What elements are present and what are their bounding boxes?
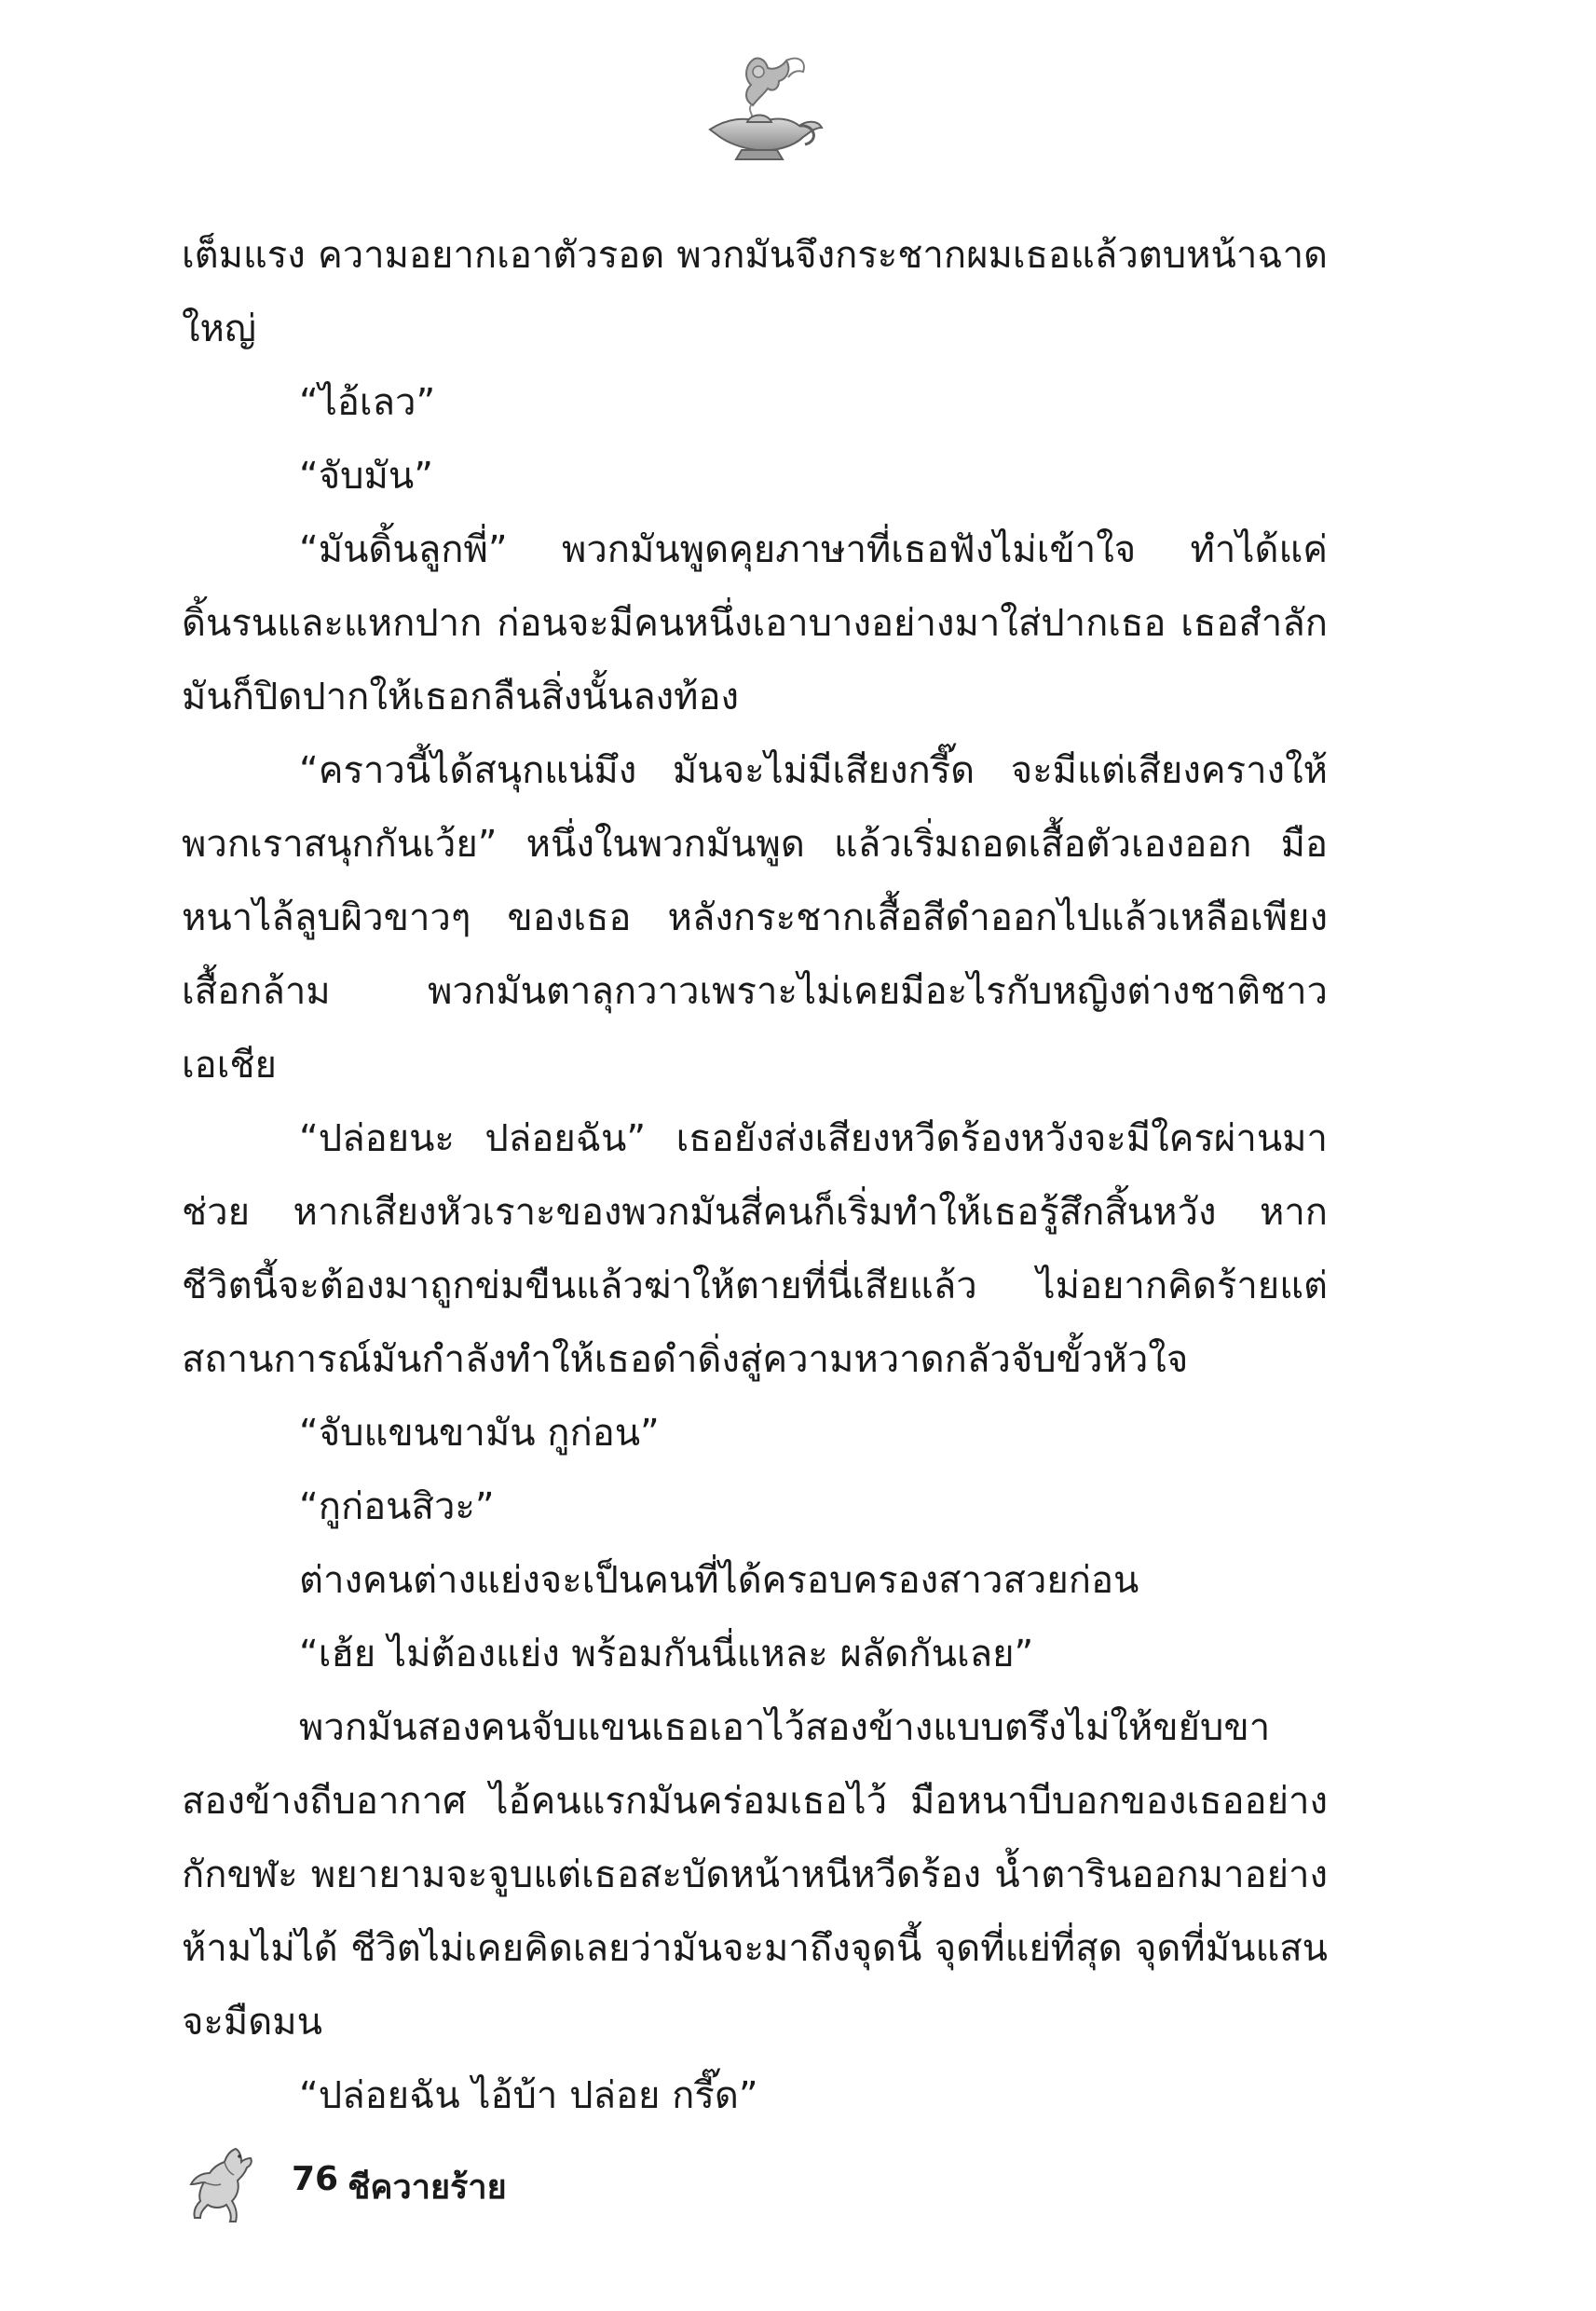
paragraph: “จับมัน” xyxy=(299,455,433,498)
chapter-text xyxy=(182,219,1328,2133)
paragraph: พวกมันสองคนจับแขนเธอเอาไว้สองข้างแบบตรึงไม่ให้ขยับขาสองข้างถีบอากาศ ไอ้คนแรกมันคร่อมเธอไว้ มือหนาบีบอกของเธออย่างกักขฬะ พยายามจะจูบแต่เธอสะบัดหน้าหนีหวีดร้อง น้ำตารินออกมาอย่างห้ามไม่ได้ ชีวิตไม่เคยคิดเลยว่ามันจะมาถึงจุดนี้ จุดที่แย่ที่สุด จุดที่มันแสนจะมืดมน xyxy=(182,1706,1328,2044)
page-number: 76 xyxy=(292,2160,339,2198)
horse-icon xyxy=(182,2143,256,2225)
paragraph: “ไอ้เลว” xyxy=(299,381,436,424)
paragraph: “เฮ้ย ไม่ต้องแย่ง พร้อมกันนี่แหละ ผลัดกันเลย” xyxy=(299,1633,1034,1675)
paragraph: ต่างคนต่างแย่งจะเป็นคนที่ได้ครอบครองสาวสวยก่อน xyxy=(299,1559,1139,1602)
paragraph: เต็มแรง ความอยากเอาตัวรอด พวกมันจึงกระชากผมเธอแล้วตบหน้าฉาดใหญ่ xyxy=(182,234,1328,350)
paragraph: “กูก่อนสิวะ” xyxy=(299,1485,495,1528)
paragraph: “จับแขนขามัน กูก่อน” xyxy=(299,1412,660,1455)
paragraph: “ปล่อยนะ ปล่อยฉัน” เธอยังส่งเสียงหวีดร้องหวังจะมีใครผ่านมาช่วย หากเสียงหัวเราะของพวกมันสี่คนก็เริ่มทำให้เธอรู้สึกสิ้นหวัง หากชีวิตนี้จะต้องมาถูกข่มขืนแล้วฆ่าให้ตายที่นี่เสียแล้ว ไม่อยากคิดร้ายแต่สถานการณ์มันกำลังทำให้เธอดำดิ่งสู่ความหวาดกลัวจับขั้วหัวใจ xyxy=(182,1117,1328,1381)
paragraph: “คราวนี้ได้สนุกแน่มึง มันจะไม่มีเสียงกรี๊ด จะมีแต่เสียงครางให้พวกเราสนุกกันเว้ย” หนึ่งในพวกมันพูด แล้วเริ่มถอดเสื้อตัวเองออก มือหนาไล้ลูบผิวขาวๆ ของเธอ หลังกระชากเสื้อสีดำออกไปแล้วเหลือเพียงเสื้อกล้าม พวกมันตาลุกวาวเพราะไม่เคยมีอะไรกับหญิงต่างชาติชาวเอเชีย xyxy=(182,749,1328,1087)
page-footer xyxy=(182,2143,927,2227)
book-title: ชีควายร้าย xyxy=(348,2168,507,2207)
paragraph: “มันดิ้นลูกพี่” พวกมันพูดคุยภาษาที่เธอฟังไม่เข้าใจ ทำได้แค่ดิ้นรนและแหกปาก ก่อนจะมีคนหนึ่งเอาบางอย่างมาใส่ปากเธอ เธอสำลักมันก็ปิดปากให้เธอกลืนสิ่งนั้นลงท้อง xyxy=(182,528,1328,718)
genie-lamp-icon xyxy=(689,51,829,163)
paragraph: “ปล่อยฉัน ไอ้บ้า ปล่อย กรี๊ด” xyxy=(299,2074,758,2117)
